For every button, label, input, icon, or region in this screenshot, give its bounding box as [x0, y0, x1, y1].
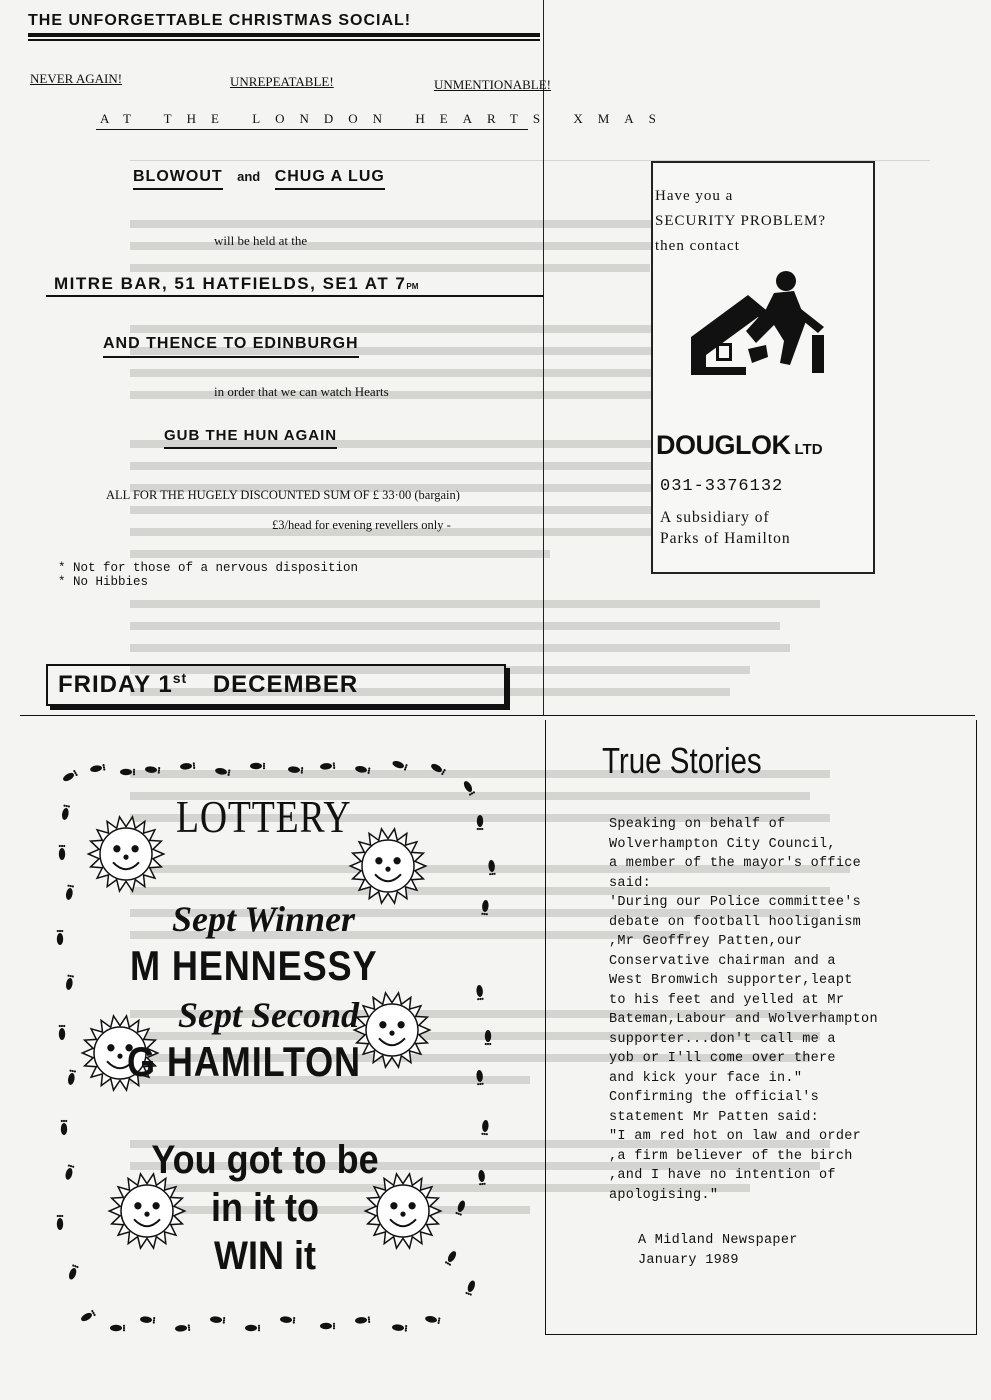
second-name: G HAMILTON	[127, 1038, 362, 1085]
footprint-icon	[145, 766, 161, 774]
true-stories-line: to his feet and yelled at Mr	[609, 992, 845, 1008]
footprint-icon	[320, 1323, 335, 1330]
footprint-icon	[465, 1279, 476, 1295]
chug-a-lug-text: CHUG A LUG	[275, 168, 385, 190]
footprint-icon	[65, 974, 74, 990]
footprint-icon	[59, 1025, 66, 1040]
subsidiary-line-2: Parks of Hamilton	[660, 530, 791, 547]
event-name-line	[133, 168, 385, 186]
footprint-icon	[61, 1120, 68, 1135]
note-nervous: * Not for those of a nervous disposition	[58, 561, 359, 575]
footprint-icon	[65, 884, 74, 900]
section-divider	[20, 715, 975, 716]
footprint-icon	[477, 815, 484, 830]
footprint-icon	[57, 1215, 64, 1230]
footprint-icon	[481, 1120, 489, 1136]
true-stories-line: Wolverhampton City Council,	[609, 836, 836, 852]
footprint-icon	[62, 770, 78, 783]
footprint-icon	[455, 1199, 466, 1215]
true-stories-line: ,a firm believer of the birch	[609, 1148, 853, 1164]
footprint-icon	[355, 765, 371, 774]
gub-text: GUB THE HUN AGAIN	[164, 427, 337, 449]
fleeing-burglar-house-icon	[686, 265, 836, 375]
subsidiary-line-1: A subsidiary of	[660, 509, 770, 526]
event-date	[58, 670, 358, 699]
footprint-icon	[476, 1070, 484, 1086]
held-at-text: will be held at the	[214, 233, 308, 248]
footprint-icon	[67, 1264, 78, 1280]
footprint-icon	[80, 1310, 96, 1323]
and-text: and	[237, 169, 261, 184]
advert-company	[656, 430, 823, 461]
date-day: FRIDAY 1	[58, 671, 173, 698]
event-subtitle: AT THE LONDON HEARTS XMAS	[100, 111, 671, 126]
advert-phone: 031-3376132	[660, 477, 784, 496]
footprint-icon	[476, 985, 484, 1001]
advert-line-3: then contact	[655, 238, 740, 254]
blowout-text: BLOWOUT	[133, 168, 223, 190]
footprint-icon	[391, 759, 407, 770]
footprint-icon	[481, 900, 489, 916]
footprint-icon	[478, 1170, 486, 1186]
true-stories-line: said:	[609, 875, 652, 891]
notes-list	[58, 561, 358, 589]
footprint-icon	[485, 1030, 492, 1045]
price-text: ALL FOR THE HUGELY DISCOUNTED SUM OF £ 33·00 (bargain)	[106, 488, 460, 502]
footprint-icon	[245, 1325, 260, 1332]
footprint-icon	[488, 860, 496, 876]
true-stories-line: Confirming the official's	[609, 1090, 820, 1105]
true-stories-title: True Stories	[602, 740, 762, 781]
footprint-icon	[110, 1325, 125, 1332]
lottery-title: LOTTERY	[176, 791, 352, 842]
company-name: DOUGLOK	[656, 430, 791, 460]
footprint-icon	[90, 764, 106, 773]
true-stories-line: a member of the mayor's office	[609, 856, 862, 871]
thence-text: AND THENCE TO EDINBURGH	[103, 335, 359, 358]
date-suffix: st	[172, 670, 188, 686]
slogan-line-2: in it to	[211, 1186, 319, 1230]
true-stories-source	[638, 1231, 798, 1270]
footprint-icon	[250, 763, 265, 770]
true-stories-line: and kick your face in."	[609, 1070, 803, 1086]
column-divider	[543, 0, 544, 715]
company-suffix: LTD	[794, 441, 823, 458]
footprint-icon	[210, 1316, 226, 1324]
advert-line-1: Have you a	[655, 188, 734, 204]
venue-pm: PM	[406, 282, 419, 291]
footprint-icon	[320, 762, 336, 770]
second-label: Sept Second	[178, 995, 360, 1035]
footprint-icon	[288, 766, 304, 774]
smiling-sun-icon	[354, 993, 429, 1067]
footprint-icon	[180, 762, 196, 770]
true-stories-line: Bateman,Labour and Wolverhampton	[609, 1012, 878, 1027]
footprint-icon	[215, 767, 231, 776]
winner-name: M HENNESSY	[130, 942, 378, 989]
tag-unmentionable: UNMENTIONABLE!	[434, 77, 551, 92]
footprint-icon	[280, 1316, 296, 1324]
true-stories-line: Conservative chairman and a	[609, 953, 836, 969]
true-stories-line: West Bromwich supporter,leapt	[609, 973, 853, 988]
winner-label: Sept Winner	[172, 899, 356, 939]
footprint-icon	[57, 930, 64, 945]
lottery-slogan	[126, 1136, 405, 1280]
source-date: January 1989	[638, 1252, 739, 1268]
footprint-icon	[355, 1316, 371, 1324]
footprint-icon	[445, 1250, 458, 1266]
true-stories-line: yob or I'll come over there	[609, 1051, 836, 1066]
advert-line-2: SECURITY PROBLEM?	[655, 213, 827, 229]
true-stories-line: ,and I have no intention of	[609, 1168, 836, 1183]
slogan-line-1: You got to be	[151, 1138, 379, 1182]
true-stories-body	[609, 815, 949, 1205]
title-rule-thin	[28, 39, 540, 41]
true-stories-line: statement Mr Patten said:	[609, 1109, 820, 1125]
date-month: DECEMBER	[212, 671, 359, 698]
true-stories-line: apologising."	[609, 1187, 719, 1203]
advert-subsidiary	[660, 507, 791, 549]
note-hibbies: * No Hibbies	[58, 575, 149, 589]
watch-hearts-text: in order that we can watch Hearts	[214, 384, 389, 399]
source-publication: A Midland Newspaper	[638, 1233, 798, 1248]
tag-never-again: NEVER AGAIN!	[30, 71, 123, 86]
true-stories-line: Speaking on behalf of	[609, 817, 786, 832]
true-stories-line: debate on football hooliganism	[609, 914, 862, 930]
footprint-icon	[120, 769, 135, 776]
venue-rule	[46, 295, 544, 297]
tag-unrepeatable: UNREPEATABLE!	[230, 74, 334, 89]
footprint-icon	[61, 804, 70, 820]
footprint-icon	[462, 780, 475, 796]
true-stories-line: 'During our Police committee's	[609, 895, 862, 910]
footprint-icon	[425, 1315, 441, 1324]
true-stories-line: ,Mr Geoffrey Patten,our	[609, 934, 803, 949]
revellers-text: £3/head for evening revellers only -	[272, 518, 451, 532]
footprint-icon	[64, 1164, 74, 1180]
advert-intro	[655, 184, 826, 259]
smiling-sun-icon	[350, 829, 425, 903]
footprint-icon	[140, 1316, 156, 1324]
flyer-title: THE UNFORGETTABLE CHRISTMAS SOCIAL!	[28, 12, 412, 29]
true-stories-line: supporter...don't call me a	[609, 1031, 836, 1047]
smiling-sun-icon	[88, 817, 163, 891]
footprint-icon	[59, 845, 66, 860]
footprint-icon	[175, 1324, 191, 1332]
footprint-icon	[392, 1324, 408, 1332]
venue-line	[54, 274, 544, 294]
footprint-icon	[67, 1069, 76, 1085]
subtitle-rule	[96, 129, 528, 130]
slogan-line-3: WIN it	[214, 1234, 316, 1278]
venue-text: MITRE BAR, 51 HATFIELDS, SE1 AT 7	[54, 274, 407, 293]
true-stories-line: "I am red hot on law and order	[609, 1129, 862, 1144]
title-rule	[28, 33, 540, 37]
footprint-icon	[430, 762, 446, 775]
